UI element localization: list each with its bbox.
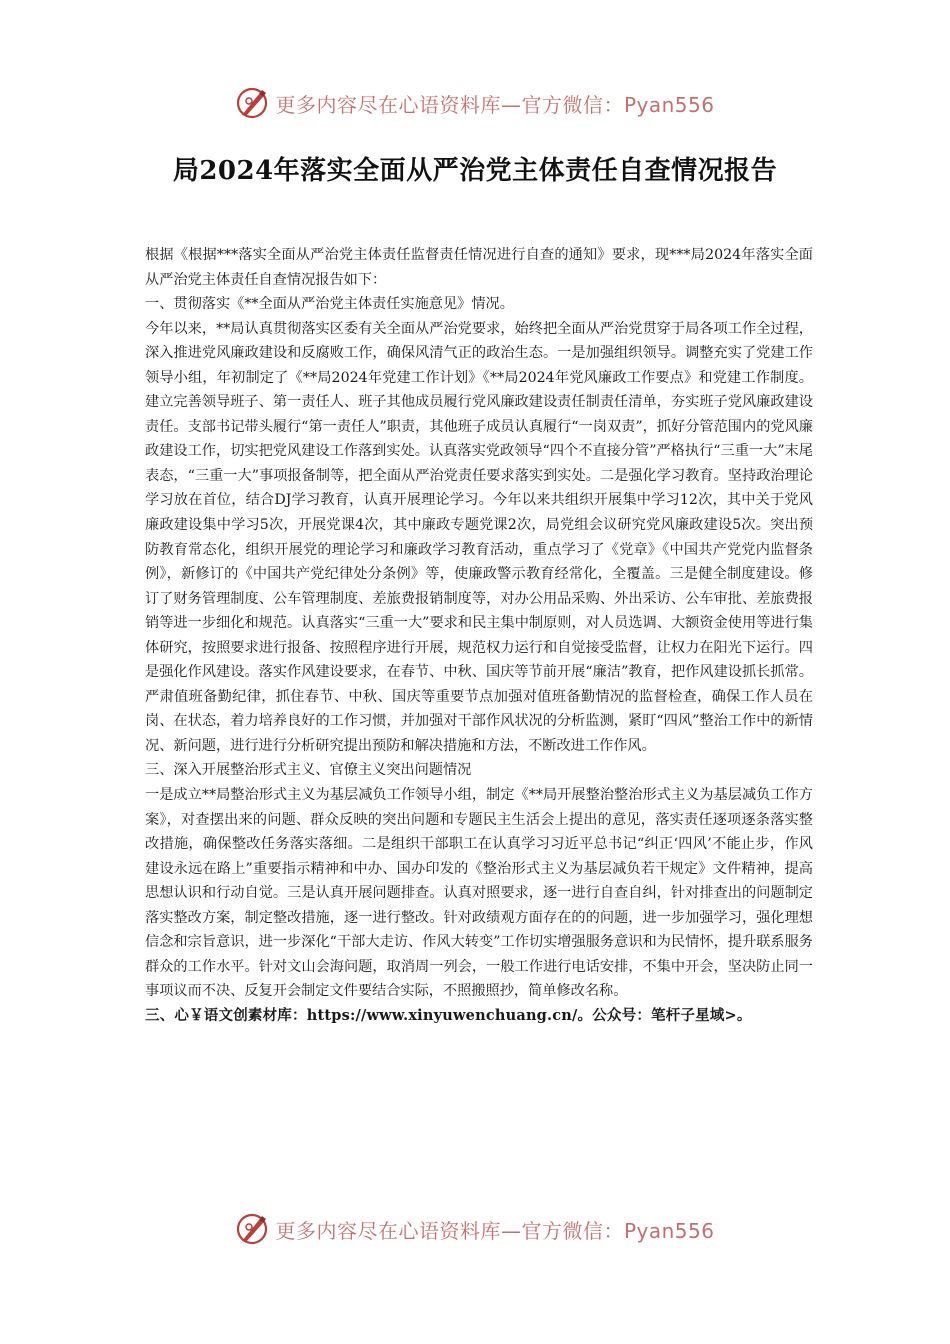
header-banner: [0, 80, 950, 126]
pen-logo-icon: [235, 1212, 269, 1246]
intro-paragraph: 根据《根据***落实全面从严治党主体责任监督责任情况进行自查的通知》要求，现***局2024年落实全面从严治党主体责任自查情况报告如下：: [145, 247, 813, 288]
body-paragraph: 一是成立**局整治形式主义为基层减负工作领导小组，制定《**局开展整治整治形式主义为基层减负工作方案》，对查摆出来的问题、群众反映的突出问题和专题民主生活会上提出的意见，落实责任逐项逐条落实整改措施，确保整改任务落实落细。二是组织干部职工在认真学习习近平总书记“纠正‘四风’不能止步，作风建设永远在路上”重要指示精神和中办、国办印发的《整治形式主义为基层减负若干规定》文件精神，提高思想认识和行动自觉。三是认真开展问题排查。认真对照要求，逐一进行自查自纠，针对排查出的问题制定落实整改方案，制定整改措施，逐一进行整改。针对政绩观方面存在的的问题，进一步加强学习，强化理想信念和宗旨意识，进一步深化“干部大走访、作风大转变”工作切实增强服务意识和为民情怀，提升联系服务群众的工作水平。针对文山会海问题，取消周一列会，一般工作进行电话安排，不集中开会，坚决防止同一事项议而不决、反复开会制定文件要结合实际，不照搬照抄，简单修改名称。: [145, 787, 813, 1000]
pen-logo-icon: [235, 86, 269, 120]
source-note: 三、心￥语文创素材库：https://www.xinyuwenchuang.cn/。公众号：笔杆子星域>。: [145, 1006, 752, 1024]
body-paragraph: 今年以来，**局认真贯彻落实区委有关全面从严治党要求，始终把全面从严治党贯穿于局各项工作全过程，深入推进党风廉政建设和反腐败工作，确保风清气正的政治生态。一是加强组织领导。调整充实了党建工作领导小组，年初制定了《**局2024年党建工作计划》《**局2024年党风廉政工作要点》和党建工作制度。建立完善领导班子、第一责任人、班子其他成员履行党风廉政建设责任制责任清单，夯实班子党风廉政建设责任。支部书记带头履行“第一责任人”职责，其他班子成员认真履行“一岗双责”，抓好分管范围内的党风廉政建设工作，切实把党风建设工作落到实处。认真落实党政领导“四个不直接分管”严格执行“三重一大”末尾表态，“三重一大”事项报备制等，把全面从严治党责任要求落实到实处。二是强化学习教育。坚持政治理论学习放在首位，结合DJ学习教育，认真开展理论学习。今年以来共组织开展集中学习12次，其中关于党风廉政建设集中学习5次，开展党课4次，其中廉政专题党课2次，局党组会议研究党风廉政建设5次。突出预防教育常态化，组织开展党的理论学习和廉政学习教育活动，重点学习了《党章》《中国共产党党内监督条例》，新修订的《中国共产党纪律处分条例》等，使廉政警示教育经常化，全覆盖。三是健全制度建设。修订了财务管理制度、公车管理制度、差旅费报销制度等，对办公用品采购、外出采访、公车审批、差旅费报销等进一步细化和规范。认真落实“三重一大”要求和民主集中制原则，对人员选调、大额资金使用等进行集体研究，按照要求进行报备、按照程序进行开展，规范权力运行和自觉接受监督，让权力在阳光下运行。四是强化作风建设。落实作风建设要求，在春节、中秋、国庆等节前开展“廉洁”教育，把作风建设抓长抓常。严肃值班备勤纪律，抓住春节、中秋、国庆等重要节点加强对值班备勤情况的监督检查，确保工作人员在岗、在状态，着力培养良好的工作习惯，并加强对干部作风状况的分析监测，紧盯“四风”整治工作中的新情况、新问题，进行进行分析研究提出预防和解决措施和方法，不断改进工作作风。: [145, 320, 814, 754]
section-heading: 一、贯彻落实《**全面从严治党主体责任实施意见》情况。: [145, 296, 514, 313]
section-heading: 三、深入开展整治形式主义、官僚主义突出问题情况: [145, 762, 472, 779]
document-title: 局2024年落实全面从严治党主体责任自查情况报告: [172, 156, 778, 186]
document-body: [145, 243, 813, 1029]
footer-banner: [0, 1206, 950, 1252]
banner-text: 更多内容尽在心语资料库—官方微信：Pyan556: [275, 1218, 715, 1243]
banner-text: 更多内容尽在心语资料库—官方微信：Pyan556: [275, 92, 715, 117]
